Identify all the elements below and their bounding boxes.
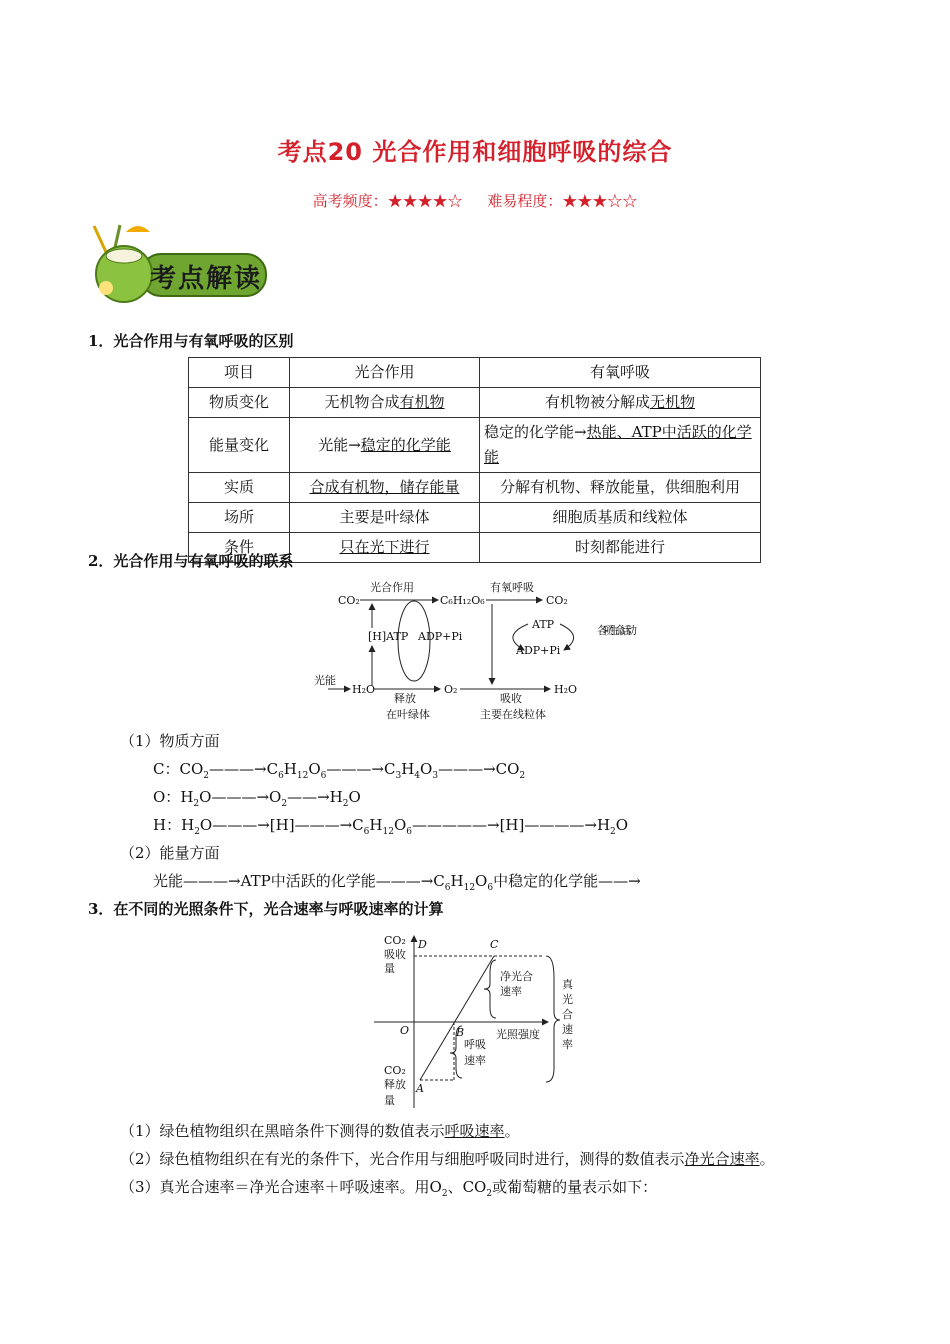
- point-o: O: [400, 1024, 410, 1037]
- table-cell: [290, 473, 480, 503]
- point-d: D: [418, 938, 427, 951]
- comparison-table: [188, 357, 761, 563]
- section1-heading: 1．光合作用与有氧呼吸的区别: [88, 332, 294, 350]
- net-label-1: 净光合: [500, 970, 533, 983]
- c-b: C: [266, 760, 279, 778]
- o-label: O：: [153, 788, 181, 806]
- p1-underline: 呼吸速率: [444, 1122, 505, 1140]
- resp-label-1: 呼吸: [464, 1038, 486, 1051]
- h-b: [H]: [269, 816, 295, 834]
- h2o-left: H₂O: [352, 683, 376, 696]
- photo-resp-diagram: [310, 576, 650, 726]
- h-a: H: [181, 816, 195, 834]
- p3-text: （3）真光合速率＝净光合速率＋呼吸速率。用O: [120, 1178, 442, 1196]
- h2o-right: H₂O: [554, 683, 578, 696]
- table-cell: [480, 388, 761, 418]
- true-label-3: 合: [562, 1008, 573, 1021]
- p1-end: 。: [504, 1122, 520, 1140]
- p2-underline: 净光合速率: [684, 1150, 760, 1168]
- o-b: O: [269, 788, 282, 806]
- cell-underline: 稳定的化学能: [360, 435, 451, 454]
- h-label: H：: [153, 816, 182, 834]
- resp-label-2: 速率: [464, 1054, 486, 1067]
- header-resp: 有氧呼吸: [480, 358, 761, 388]
- net-label-2: 速率: [500, 985, 522, 998]
- oxygen-line: O：$H_2O———\to O_2——\to H_2O$: [153, 788, 361, 809]
- table-cell: 能量变化: [189, 418, 290, 473]
- c-a: CO: [179, 760, 204, 778]
- h-c: C: [352, 816, 364, 834]
- c-label: C：: [153, 760, 180, 778]
- true-label-2: 光: [562, 993, 573, 1006]
- page-title: 考点20 光合作用和细胞呼吸的综合: [277, 138, 673, 166]
- p2-text: （2）绿色植物组织在有光的条件下，光合作用与细胞呼吸同时进行，测得的数值表示: [120, 1150, 685, 1168]
- cell-underline: 只在光下进行: [339, 538, 430, 556]
- table-row: [189, 418, 761, 473]
- co2-right: CO₂: [546, 594, 568, 607]
- table-cell: 场所: [189, 503, 290, 533]
- frequency-stars: ★★★★☆: [387, 192, 463, 210]
- table-cell: 条件: [189, 533, 290, 563]
- glucose-label: C₆H₁₂O₆: [440, 594, 485, 607]
- co2-left: CO₂: [338, 594, 360, 607]
- co2-absorb-2: 吸收: [384, 948, 406, 961]
- carbon-line: C：$CO_2———\to C_6H_{12}O_6———\to C_3H_4O_3———\to CO_2$: [153, 760, 526, 781]
- in-chloroplast-label: 在叶绿体: [386, 708, 430, 721]
- section2-heading: 2．光合作用与有氧呼吸的联系: [88, 552, 294, 570]
- table-cell: 物质变化: [189, 388, 290, 418]
- cell-text: 无机物合成: [324, 393, 400, 411]
- frequency-line: [0, 190, 950, 211]
- co2-release-3: 量: [384, 1094, 395, 1107]
- rate-chart: [370, 928, 590, 1113]
- badge-text: 考点解读: [150, 264, 263, 294]
- c-d: CO: [495, 760, 520, 778]
- p1-text: （1）绿色植物组织在黑暗条件下测得的数值表示: [120, 1122, 445, 1140]
- header-item: 项目: [189, 358, 290, 388]
- co2-absorb-3: 量: [384, 962, 395, 975]
- para-2: [120, 1148, 775, 1169]
- energy-line: 光能———→ATP中活跃的化学能$———\to C_6H_{12}O_6$中稳定的化学能——→: [153, 872, 641, 893]
- h-e: H: [596, 816, 611, 834]
- table-cell: 实质: [189, 473, 290, 503]
- table-cell: 时刻都能进行: [480, 533, 761, 563]
- cell-underline: 热能、ATP中活跃的化学能: [484, 423, 752, 466]
- table-cell: [290, 388, 480, 418]
- light-label: 光能: [314, 674, 336, 687]
- para-1: [120, 1120, 520, 1141]
- cell-underline: 有机物: [399, 393, 445, 411]
- o-c: H: [329, 788, 343, 806]
- light-intensity-label: 光照强度: [496, 1028, 540, 1041]
- true-label-5: 率: [562, 1038, 573, 1051]
- true-label-1: 真: [562, 978, 573, 991]
- section-badge: [86, 222, 276, 304]
- energy-b: ATP中活跃的化学能: [240, 872, 376, 890]
- release-label: 释放: [394, 692, 416, 705]
- energy-c: 中稳定的化学能: [493, 872, 599, 890]
- p2-end: 。: [759, 1150, 775, 1168]
- table-row: [189, 473, 761, 503]
- atp-label: ATP: [532, 618, 555, 631]
- table-row: [189, 503, 761, 533]
- adp-pi2-label: ADP+Pi: [516, 644, 561, 657]
- energy-a: 光能: [153, 872, 184, 890]
- in-mito-label: 主要在线粒体: [480, 708, 546, 721]
- p3-mid: 、CO: [447, 1178, 487, 1196]
- table-cell: [480, 473, 761, 503]
- p3-end: 或葡萄糖的量表示如下：: [492, 1178, 658, 1196]
- cell-text: 分解有机物、释放能量，供细胞利用: [499, 478, 740, 496]
- hydrogen-line: H：$H_2O———\to[H]———\to C_6H_{12}O_6—————\to[H]————\to H_2O$: [153, 816, 629, 837]
- cell-text: 稳定的化学能→: [484, 423, 587, 441]
- co2-release-1: CO₂: [384, 1064, 406, 1077]
- difficulty-stars: ★★★☆☆: [562, 192, 638, 210]
- header-photo: 光合作用: [290, 358, 480, 388]
- h-d: [H]: [499, 816, 525, 834]
- table-header-row: [189, 358, 761, 388]
- o-a: H: [180, 788, 194, 806]
- frequency-label: 高考频度：: [312, 192, 388, 210]
- difficulty-label: 难易程度：: [487, 192, 563, 210]
- sub1-heading: （1）物质方面: [120, 732, 220, 750]
- table-cell: 主要是叶绿体: [290, 503, 480, 533]
- cell-underline: 无机物: [650, 393, 696, 411]
- table-row: [189, 388, 761, 418]
- point-a: A: [416, 1082, 424, 1095]
- absorb-label: 吸收: [500, 692, 522, 705]
- cell-underline: 合成有机物，储存能量: [309, 478, 460, 496]
- sub2-heading: （2）能量方面: [120, 844, 220, 862]
- cell-text: 光能→: [318, 435, 361, 454]
- section3-heading: 3．在不同的光照条件下，光合速率与呼吸速率的计算: [88, 900, 444, 918]
- photosynthesis-label: 光合作用: [370, 581, 414, 594]
- point-c: C: [490, 938, 499, 951]
- co2-absorb-1: CO₂: [384, 934, 406, 947]
- o2-label: O₂: [444, 683, 458, 696]
- table-cell: [290, 533, 480, 563]
- adp-pi-label: ADP+Pi: [418, 630, 463, 643]
- cell-text: 有机物被分解成: [544, 393, 650, 411]
- activities-label: 各项生命活动: [597, 624, 637, 637]
- table-cell: [290, 418, 480, 473]
- co2-release-2: 释放: [384, 1078, 406, 1091]
- point-b: B: [456, 1026, 465, 1039]
- para-3: （3）真光合速率＝净光合速率＋呼吸速率。用$O_2$、$CO_2$或葡萄糖的量表示如下：: [120, 1178, 658, 1199]
- aerobic-label: 有氧呼吸: [490, 581, 534, 594]
- true-label-4: 速: [562, 1023, 573, 1036]
- table-cell: 细胞质基质和线粒体: [480, 503, 761, 533]
- c-c: C: [383, 760, 396, 778]
- table-cell: [480, 418, 761, 473]
- h-atp-label: [H]ATP: [368, 630, 409, 643]
